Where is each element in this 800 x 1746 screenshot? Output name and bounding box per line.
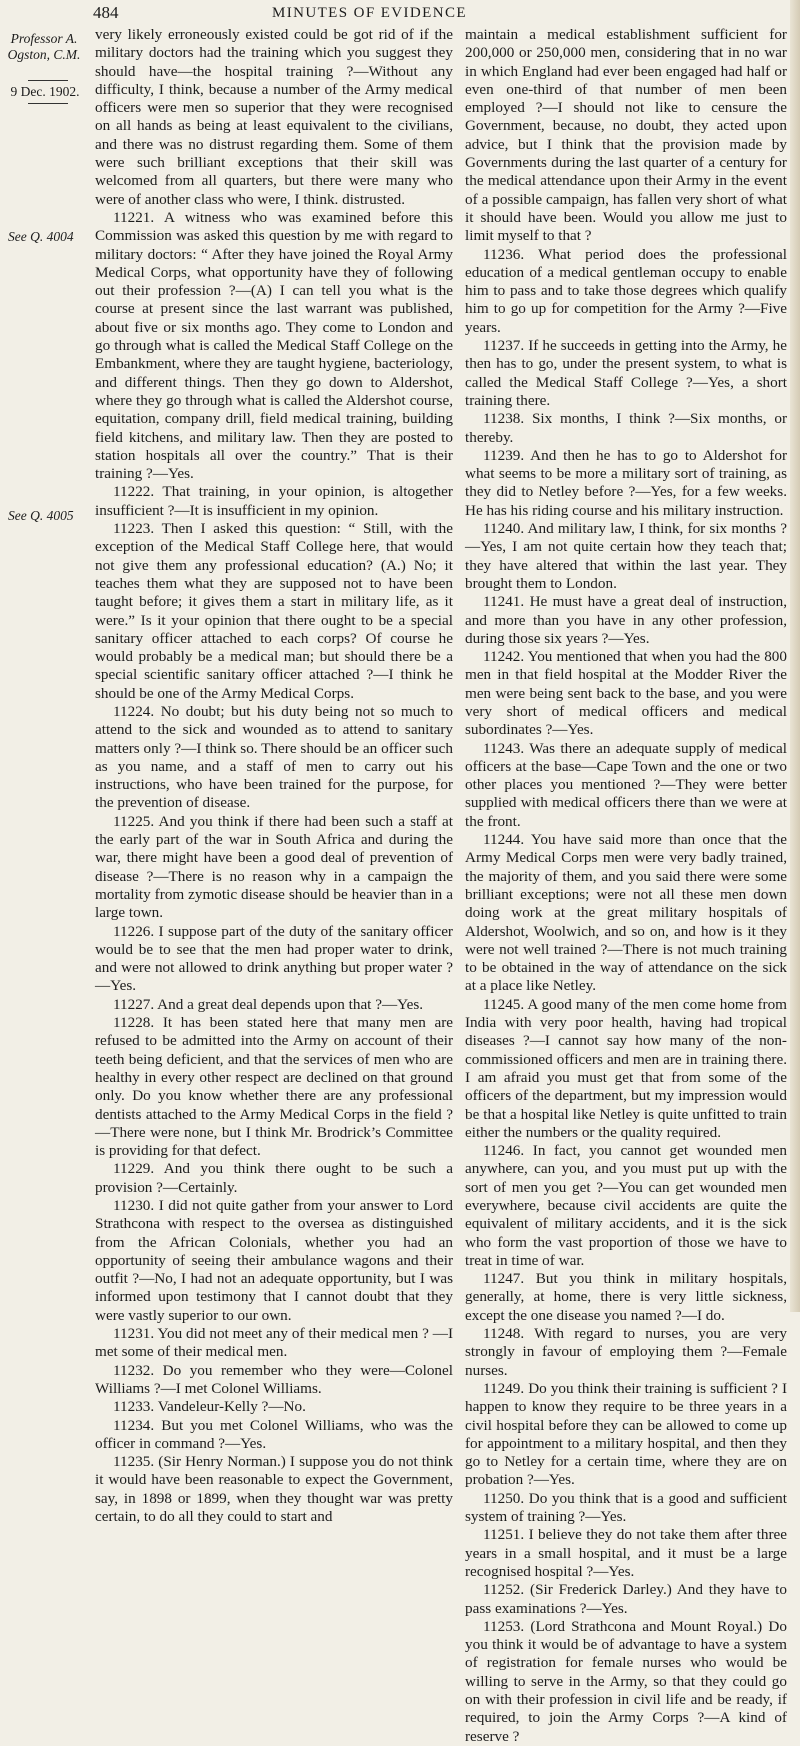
paragraph: 11247. But you think in military hospitals, generally, at home, there is very little sickness, except the one disease you named ?—I do.	[465, 1270, 787, 1324]
paragraph: 11238. Six months, I think ?—Six months, or thereby.	[465, 410, 787, 446]
paragraph: very likely erroneously existed could be got rid of if the military doctors had the training which you suggest they should have—the hospital training ?—Without any difficulty, I think, because a number of the Army medical officers were men so superior that they were recognised on all hands as being at least equivalent to the civilians, and there was no distrust regarding them. Some of them were such brilliant exceptions that their skill was welcomed from all quarters, but there were many who were of another class who were, I think. distrusted.	[95, 26, 453, 208]
paragraph: 11235. (Sir Henry Norman.) I suppose you do not think it would have been reasonable to expect the Government, say, in 1898 or 1899, when they thought war was pretty certain, to do all they could to start and	[95, 1453, 453, 1526]
divider	[28, 80, 68, 81]
paragraph: 11252. (Sir Frederick Darley.) And they have to pass examinations ?—Yes.	[465, 1581, 787, 1617]
paragraph: 11232. Do you remember who they were—Colonel Williams ?—I met Colonel Williams.	[95, 1361, 453, 1397]
page-number: 484	[93, 3, 119, 22]
paragraph: 11250. Do you think that is a good and sufficient system of training ?—Yes.	[465, 1489, 787, 1526]
paragraph: 11251. I believe they do not take them after three years in a small hospital, and it must be a large recognised hospital ?—Yes.	[465, 1526, 787, 1580]
paragraph: 11223. Then I asked this question: “ Still, with the exception of the Medical Staff College here, that would not give them any professional education? (A.) No; it teaches them what they are supposed not to have been taught before; it gives them a start in military life, as it were.” Is it your opinion that there ought to be a special sanitary officer attached to each corps? Of course he would probably be a medical man; but should there be a special scientific sanitary officer attached ?—I think he should be one of the Army Medical Corps.	[95, 520, 453, 702]
paragraph: 11249. Do you think their training is sufficient ? I happen to know they require to be three years in a civil hospital before they can be allowed to come up for appointment to a military hospital, and then they go to Netley for a certain time, where they are on probation ?—Yes.	[465, 1379, 787, 1489]
paragraph: 11229. And you think there ought to be such a provision ?—Certainly.	[95, 1160, 453, 1196]
cross-reference-note: See Q. 4005	[8, 508, 74, 523]
running-title: MINUTES OF EVIDENCE	[272, 5, 467, 21]
paragraph: 11236. What period does the professional education of a medical gentleman occupy to enable him to pass and to take those degrees which qualify him to go up for competition for the Army ?—Five years.	[465, 245, 787, 336]
right-column	[465, 26, 787, 1745]
paragraph: 11234. But you met Colonel Williams, who was the officer in command ?—Yes.	[95, 1416, 453, 1452]
page-header	[0, 0, 800, 26]
paragraph: 11227. And a great deal depends upon that ?—Yes.	[113, 995, 424, 1013]
paragraph: 11246. In fact, you cannot get wounded men anywhere, can you, and you must put up with the sort of men you get ?—You can get wounded men everywhere, because civil accidents are quite the equivalent of military accidents, and it is the sick who form the vast proportion of those we have to treat in time of war.	[465, 1142, 787, 1269]
paragraph: 11244. You have said more than once that the Army Medical Corps men were very badly trained, the majority of them, and you said there were some brilliant exceptions; were not all these men down doing work at the great military hospitals of Aldershot, Woolwich, and so on, and how is it they were not well trained ?—There is not much training to be obtained in the way of attendance on the sick at a place like Netley.	[465, 831, 787, 995]
paragraph: 11243. Was there an adequate supply of medical officers at the base—Cape Town and the one or two other places you mentioned ?—They were better supplied with medical officers there than we were at the front.	[465, 739, 787, 830]
paragraph: 11222. That training, in your opinion, is altogether insufficient ?—It is insufficient in my opinion.	[95, 483, 453, 519]
paragraph: 11237. If he succeeds in getting into the Army, he then has to go, under the present system, to what is called the Medical Staff College ?—Yes, a short training there.	[465, 337, 787, 409]
paragraph: 11224. No doubt; but his duty being not so much to attend to the sick and wounded as to attend to sanitary matters only ?—I think so. There should be an officer such as you name, and a staff of men to carry out his instructions, who have been trained for the purpose, for the prevention of disease.	[95, 702, 453, 812]
paragraph: 11226. I suppose part of the duty of the sanitary officer would be to see that the men had proper water to drink, and were not allowed to drink anything but proper water ?—Yes.	[95, 922, 453, 995]
paragraph: 11231. You did not meet any of their medical men ? —I met some of their medical men.	[95, 1325, 453, 1361]
paragraph: 11225. And you think if there had been such a staff at the early part of the war in South Africa and during the war, there might have been a good deal of prevention of disease ?—There is no reason why in a campaign the mortality from zymotic disease should be heavier than in a large town.	[95, 812, 453, 922]
page-edge-shadow	[790, 0, 800, 1312]
paragraph: 11228. It has been stated here that many men are refused to be admitted into the Army on account of their teeth being deficient, and that the services of men who are healthy in every other respect are declined on that ground only. Do you know whether there are any professional dentists attached to the Army Medical Corps in the field ?—There were none, but I think Mr. Brodrick’s Committee is providing for that defect.	[95, 1014, 453, 1160]
left-column	[95, 26, 453, 1526]
paragraph: 11253. (Lord Strathcona and Mount Royal.) Do you think it would be of advantage to have a system of registration for female nurses who would be willing to serve in the Army, so that they could go on with their profession in civil life and be ready, if required, to join the Army Corps ?—A kind of reserve ?	[465, 1617, 787, 1745]
paragraph: 11230. I did not quite gather from your answer to Lord Strathcona with respect to the oversea as distinguished from the African Colonials, whether you had an opportunity of seeing their ambulance wagons and their outfit ?—No, I had not an adequate opportunity, but I was informed upon testimony that I cannot doubt that they were vastly superior to our own.	[95, 1197, 453, 1324]
paragraph: 11233. Vandeleur-Kelly ?—No.	[113, 1398, 306, 1416]
paragraph: 11221. A witness who was examined before this Commission was asked this question by me with regard to military doctors: “ After they have joined the Royal Army Medical Corps, what opportunity have they of following out their profession ?—(A) I can tell you what is the course at present since the last warrant was published, about five or six months ago. They come to London and go through what is called the Medical Staff College on the Embankment, where they are taught hygiene, bacteriology, and different things. Then they go down to Aldershot, where they go through what is called the Aldershot course, equitation, company drill, field medical training, building field kitchens, and military law. Then they are posted to station hospitals all over the country.” That is their training ?—Yes.	[95, 208, 453, 483]
session-date: 9 Dec. 1902.	[10, 84, 80, 99]
cross-reference-note: See Q. 4004	[8, 229, 74, 244]
paragraph: 11245. A good many of the men come home from India with very poor health, having had tropical diseases ?—I cannot say how many of the non-commissioned officers and men are in training there. I am afraid you must get that from some of the officers of the department, but my impression would be that a hospital like Netley is quite unfitted to train either the numbers or the quality required.	[465, 995, 787, 1141]
paragraph: 11241. He must have a great deal of instruction, and more than you have in any other profession, during those six years ?—Yes.	[465, 593, 787, 647]
paragraph: 11242. You mentioned that when you had the 800 men in that field hospital at the Modder River the men were being sent back to the base, and you were very short of medical officers and medical subordinates ?—Yes.	[465, 648, 787, 739]
paragraph: 11240. And military law, I think, for six months ?—Yes, I am not quite certain how they teach that; they have altered that within the last year. They brought them to London.	[465, 520, 787, 592]
divider	[28, 103, 68, 104]
witness-name: Professor A. Ogston, C.M.	[7, 31, 81, 62]
paragraph: maintain a medical establishment sufficient for 200,000 or 250,000 men, considering that in no war in which England had ever been engaged had half or even one-third of that number of men been employed ?—I should not like to censure the Government, because, no doubt, they acted upon advice, but I think that the provision made by Governments during the last quarter of a century for the medical attendance upon their Army in the event of a possible campaign, has fallen very short of what it should have been. Would you allow me just to limit myself to that ?	[465, 26, 787, 245]
paragraph: 11248. With regard to nurses, you are very strongly in favour of employing them ?—Female nurses.	[465, 1325, 787, 1379]
paragraph: 11239. And then he has to go to Aldershot for what seems to be more a military sort of training, as they did to Netley before ?—Yes, for a few weeks. He has his riding course and his military instruction.	[465, 446, 787, 519]
